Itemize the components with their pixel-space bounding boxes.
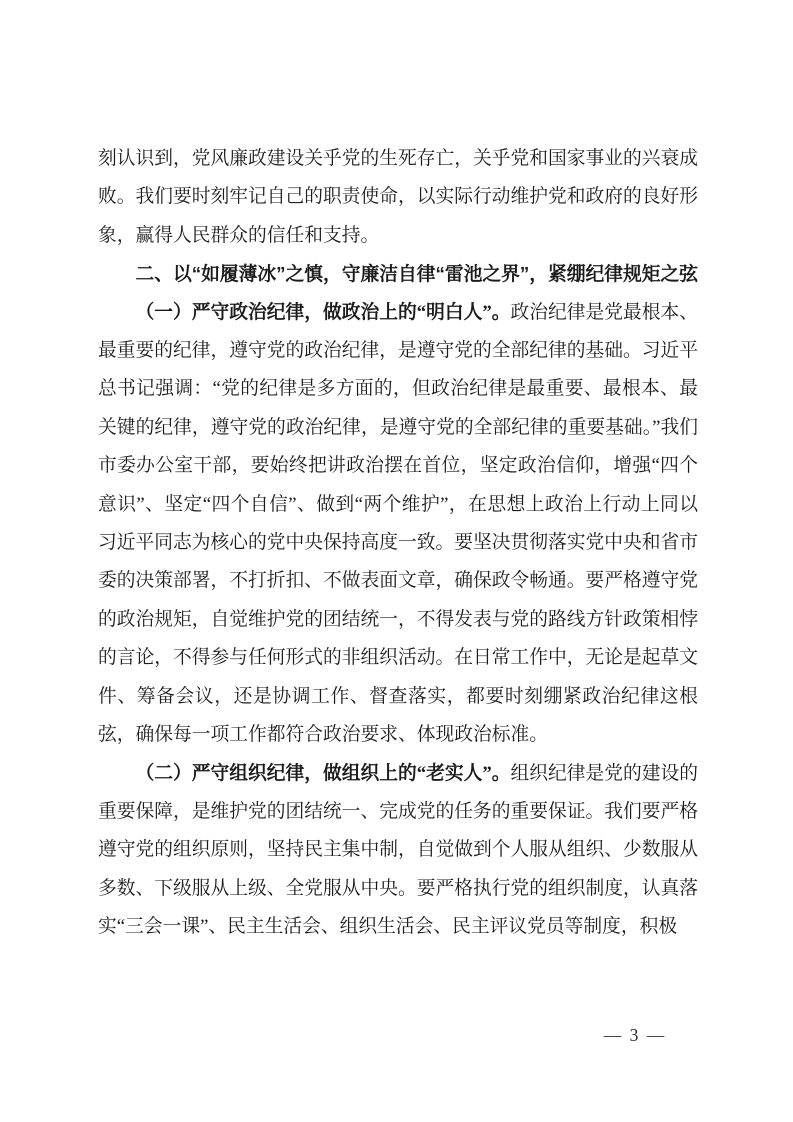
section-heading [98, 255, 698, 293]
paragraph [98, 755, 698, 947]
text-segment: 政治纪律是党最根本、最重要的纪律，遵守党的政治纪律，是遵守党的全部纪律的基础。习近平总书记强调：“党的纪律是多方面的，但政治纪律是最重要、最根本、最关键的纪律，遵守党的政治纪律，是遵守党的全部纪律的重要基础。”我们市委办公室干部，要始终把讲政治摆在首位，坚定政治信仰，增强“四个意识”、坚定“四个自信”、做到“两个维护”，在思想上政治上行动上同以习近平同志为核心的党中央保持高度一致。要坚决贯彻落实党中央和省市委的决策部署，不打折扣、不做表面文章，确保政令畅通。要严格遵守党的政治规矩，自觉维护党的团结统一，不得发表与党的路线方针政策相悖的言论，不得参与任何形式的非组织活动。在日常工作中，无论是起草文件、筹备会议，还是协调工作、督查落实，都要时刻绷紧政治纪律这根弦，确保每一项工作都符合政治要求、体现政治标准。 [98, 301, 698, 746]
paragraph [98, 294, 698, 755]
document-body [98, 140, 698, 947]
page-number: — 3 — [603, 1025, 667, 1045]
paragraph-lead-in: （一）严守政治纪律，做政治上的“明白人”。 [135, 301, 511, 323]
text-segment: 刻认识到，党风廉政建设关乎党的生死存亡，关乎党和国家事业的兴衰成败。我们要时刻牢记自己的职责使命，以实际行动维护党和政府的良好形象，赢得人民群众的信任和支持。 [98, 148, 698, 246]
text-segment: 二、以“如履薄冰”之慎，守廉洁自律“雷池之界”，紧绷纪律规矩之弦 [135, 263, 698, 285]
text-segment: 组织纪律是党的建设的重要保障，是维护党的团结统一、完成党的任务的重要保证。我们要严格遵守党的组织原则，坚持民主集中制，自觉做到个人服从组织、少数服从多数、下级服从上级、全党服从中央。要严格执行党的组织制度，认真落实“三会一课”、民主生活会、组织生活会、民主评议党员等制度，积极 [98, 762, 698, 938]
paragraph [98, 140, 698, 255]
paragraph-lead-in: （二）严守组织纪律，做组织上的“老实人”。 [135, 762, 511, 784]
